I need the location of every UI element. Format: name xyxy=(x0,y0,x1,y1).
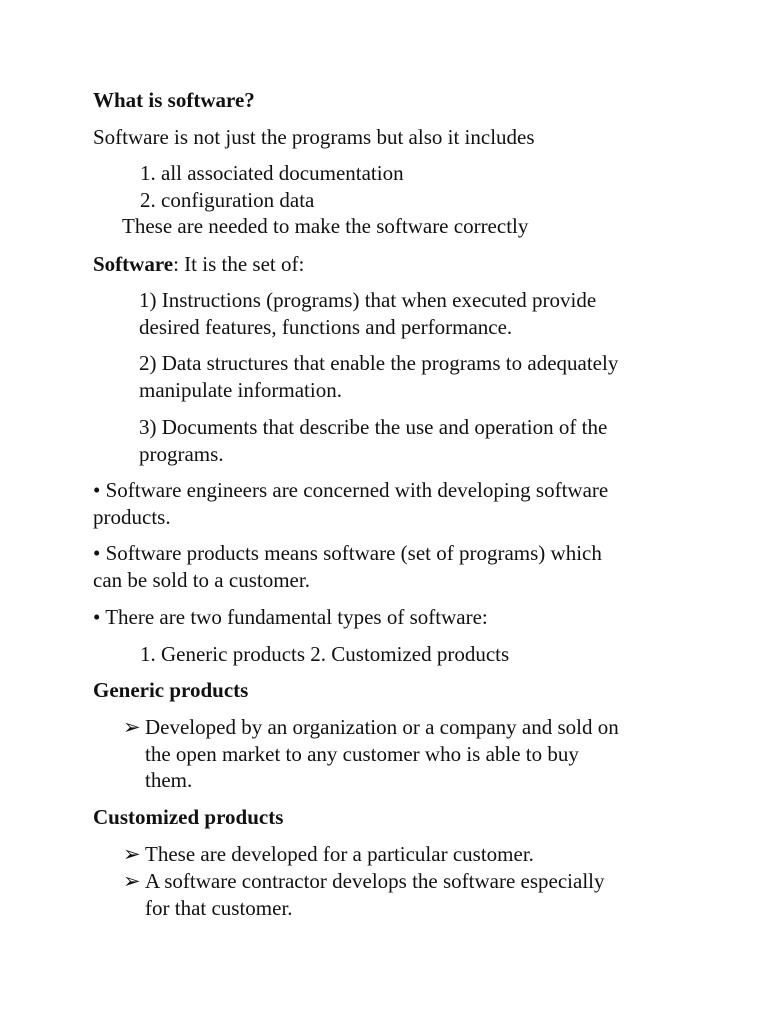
generic-item-line-1 xyxy=(123,714,619,741)
bullet-1-line-1: • Software engineers are concerned with developing software xyxy=(93,478,609,502)
bullet-2-line-1: • Software products means software (set of programs) which xyxy=(93,541,602,565)
bullet-2-line-2: can be sold to a customer. xyxy=(93,568,310,592)
definition-rest: : It is the set of: xyxy=(173,252,305,276)
customized-item-1 xyxy=(123,841,534,868)
arrow-bullet-icon: ➢ xyxy=(123,715,141,739)
set-item-2-line-2: manipulate information. xyxy=(139,378,342,402)
set-item-3-line-1: 3) Documents that describe the use and operation of the xyxy=(139,415,608,439)
customized-products-heading: Customized products xyxy=(93,805,284,829)
customized-item-2-text-1: A software contractor develops the software especially xyxy=(145,869,605,893)
set-item-1-line-2: desired features, functions and performance. xyxy=(139,315,513,339)
software-definition xyxy=(93,251,304,278)
customized-item-2-line-1 xyxy=(123,868,605,895)
arrow-bullet-icon: ➢ xyxy=(123,869,141,893)
set-item-2-line-1: 2) Data structures that enable the programs to adequately xyxy=(139,351,619,375)
arrow-bullet-icon: ➢ xyxy=(123,842,141,866)
customized-item-1-text: These are developed for a particular customer. xyxy=(145,842,534,866)
includes-item-1: 1. all associated documentation xyxy=(140,161,404,185)
bullet-3-line-1: • There are two fundamental types of software: xyxy=(93,605,488,629)
set-item-3-line-2: programs. xyxy=(139,442,224,466)
types-line: 1. Generic products 2. Customized products xyxy=(140,642,510,666)
set-item-1-line-1: 1) Instructions (programs) that when executed provide xyxy=(139,288,597,312)
definition-term: Software xyxy=(93,252,174,276)
needed-note: These are needed to make the software correctly xyxy=(122,214,529,238)
bullet-1-line-2: products. xyxy=(93,505,171,529)
intro-text: Software is not just the programs but also it includes xyxy=(93,125,535,149)
generic-item-line-3: them. xyxy=(145,768,193,792)
generic-item-text-1: Developed by an organization or a company and sold on xyxy=(145,715,619,739)
customized-item-2-line-2: for that customer. xyxy=(145,896,293,920)
includes-item-2: 2. configuration data xyxy=(140,188,315,212)
heading-what-is-software: What is software? xyxy=(93,88,255,112)
generic-item-line-2: the open market to any customer who is able to buy xyxy=(145,742,579,766)
generic-products-heading: Generic products xyxy=(93,678,249,702)
